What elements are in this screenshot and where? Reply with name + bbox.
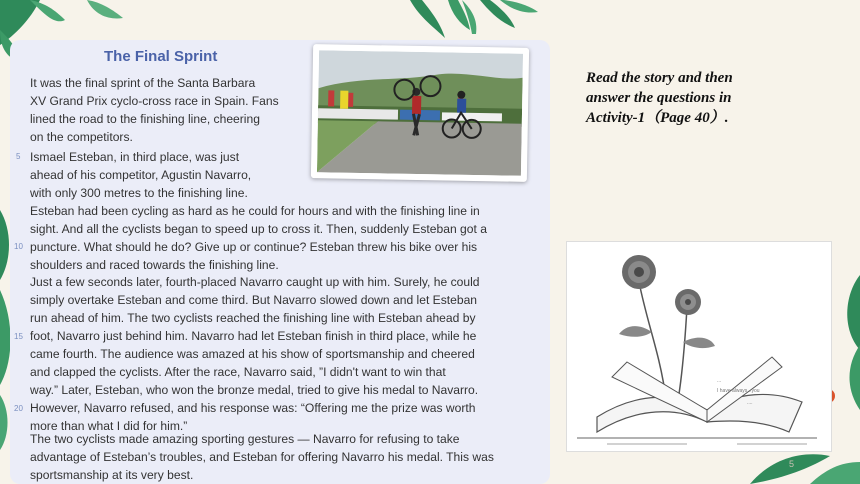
flowers-book-illustration <box>567 242 831 451</box>
story-line: The two cyclists made amazing sporting gestures — Navarro for refusing to take <box>30 432 460 446</box>
story-paragraph-1 <box>30 74 279 146</box>
cyclist-photo-image <box>317 50 523 176</box>
story-title: The Final Sprint <box>104 48 218 65</box>
story-line: came fourth. The audience was amazed at his show of sportsmanship and cheered <box>30 347 475 361</box>
leaf-cluster-icon <box>838 275 860 410</box>
book-handwriting: .... <box>747 400 753 406</box>
story-line: sight. And all the cyclists began to speed up to cross it. Then, suddenly Esteban got a <box>30 222 487 236</box>
story-line: advantage of Esteban’s troubles, and Esteban for offering Navarro his medal. This was <box>30 450 494 464</box>
story-line: puncture. What should he do? Give up or continue? Esteban threw his bike over his <box>30 240 478 254</box>
line-number: 15 <box>14 332 23 341</box>
story-line: Just a few seconds later, fourth-placed Navarro caught up with him. Surely, he could <box>30 275 480 289</box>
line-number: 20 <box>14 404 23 413</box>
story-paragraph-3 <box>30 273 480 435</box>
story-line: shoulders and raced towards the finishing line. <box>30 258 279 272</box>
cyclist-photo <box>311 44 529 182</box>
story-line: Ismael Esteban, in third place, was just <box>30 150 240 164</box>
story-line: sportsmanship at its very best. <box>30 468 194 482</box>
instruction-line: Activity-1（Page 40）. <box>586 110 729 126</box>
instruction-line: answer the questions in <box>586 90 732 106</box>
story-paragraph-4 <box>30 430 494 484</box>
story-line: Esteban had been cycling as hard as he could for hours and with the finishing line in <box>30 204 480 218</box>
book-handwriting: I have always ..you <box>717 388 760 394</box>
story-line: way.” Later, Esteban, who won the bronze medal, tried to give his medal to Navarro. <box>30 383 479 397</box>
flowers-book-sketch <box>566 241 832 452</box>
book-handwriting: ... <box>717 378 722 384</box>
line-number: 5 <box>16 152 21 161</box>
story-line: XV Grand Prix cyclo-cross race in Spain. Fans <box>30 94 279 108</box>
story-line: It was the final sprint of the Santa Barbara <box>30 76 256 90</box>
story-line: and clapped the cyclists. After the race, Navarro said, ”I didn't want to win that <box>30 365 446 379</box>
leaf-cluster-icon <box>400 0 540 45</box>
story-line: lined the road to the finishing line, cheering <box>30 112 260 126</box>
story-line: on the competitors. <box>30 130 133 144</box>
line-number: 10 <box>14 242 23 251</box>
instruction-text <box>586 68 816 128</box>
story-line: simply overtake Esteban and come third. But Navarro slowed down and let Esteban <box>30 293 478 307</box>
story-line: with only 300 metres to the finishing line. <box>30 186 248 200</box>
leaf-cluster-icon <box>85 0 125 22</box>
story-line: However, Navarro refused, and his response was: “Offering me the prize was worth <box>30 401 476 415</box>
story-line: run ahead of him. The two cyclists reached the finishing line with Esteban ahead by <box>30 311 476 325</box>
story-line: foot, Navarro just behind him. Navarro had let Esteban finish in third place, while he <box>30 329 477 343</box>
instruction-line: Read the story and then <box>586 70 733 86</box>
story-line: more than what I did for him.” <box>30 419 188 433</box>
page-number: 5 <box>789 459 795 469</box>
story-line: ahead of his competitor, Agustin Navarro, <box>30 168 252 182</box>
